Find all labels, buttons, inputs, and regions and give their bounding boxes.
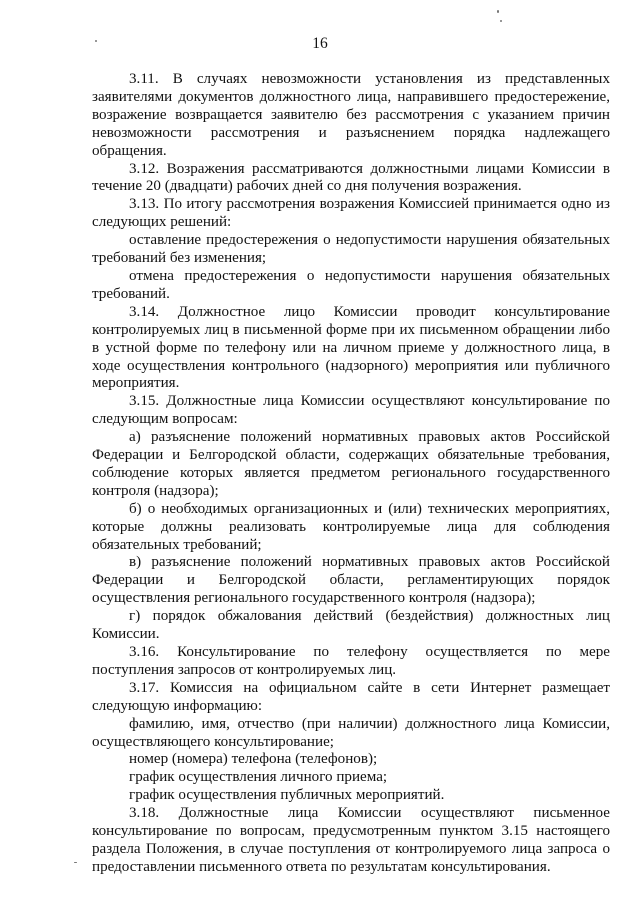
decision-option-cancel: отмена предостережения о недопустимости нарушения обязательных требований. — [92, 267, 610, 302]
info-item-events-schedule: график осуществления публичных мероприятий. — [129, 787, 445, 804]
page-number: 16 — [312, 35, 328, 52]
topic-item-b: б) о необходимых организационных и (или) технических мероприятиях, которые должны реализовать контролируемые лица для соблюдения обязательных требований; — [92, 500, 610, 553]
scan-speck-2 — [500, 20, 502, 22]
info-item-phone: номер (номера) телефона (телефонов); — [129, 751, 378, 768]
paragraph-3-16: 3.16. Консультирование по телефону осуществляется по мере поступления запросов от контролируемых лиц. — [92, 644, 610, 678]
paragraph-3-15: 3.15. Должностные лица Комиссии осуществляют консультирование по следующим вопросам: — [92, 393, 610, 428]
info-item-reception-schedule: график осуществления личного приема; — [129, 769, 388, 786]
scan-speck-4 — [74, 862, 77, 863]
topic-item-g: г) порядок обжалования действий (бездействия) должностных лиц Комиссии. — [92, 608, 610, 643]
topic-item-a: а) разъяснение положений нормативных правовых актов Российской Федерации и Белгородской области, содержащих обязательные требования, соблюдение которых является предметом регионального государственного контроля (надзора); — [92, 429, 610, 499]
decision-option-keep: оставление предостережения о недопустимости нарушения обязательных требований без изменения; — [92, 232, 610, 267]
paragraph-3-11: 3.11. В случаях невозможности установления из представленных заявителями документов должностного лица, направившего предостережение, возражение возвращается заявителю без рассмотрения с указанием причин невозможности рассмотрения и разъяснением порядка надлежащего обращения. — [92, 71, 610, 159]
paragraph-3-18: 3.18. Должностные лица Комиссии осуществляют письменное консультирование по вопросам, предусмотренным пунктом 3.15 настоящего раздела Положения, в случае поступления от контролируемого лица запроса о предоставлении письменного ответа по результатам консультирования. — [92, 805, 610, 875]
paragraph-3-13: 3.13. По итогу рассмотрения возражения Комиссией принимается одно из следующих решений: — [92, 196, 610, 231]
paragraph-3-12: 3.12. Возражения рассматриваются должностными лицами Комиссии в течение 20 (двадцати) рабочих дней со дня получения возражения. — [92, 160, 610, 195]
topic-item-v: в) разъяснение положений нормативных правовых актов Российской Федерации и Белгородской области, регламентирующих порядок осуществления регионального государственного контроля (надзора); — [92, 554, 610, 607]
paragraph-3-14: 3.14. Должностное лицо Комиссии проводит консультирование контролируемых лиц в письменной форме при их письменном обращении либо в устной форме по телефону или на личном приеме у должностного лица, в ходе осуществления контрольного (надзорного) мероприятия или публичного мероприятия. — [92, 303, 610, 392]
scan-speck-1 — [497, 10, 499, 13]
info-item-name: фамилию, имя, отчество (при наличии) должностного лица Комиссии, осуществляющего консультирование; — [92, 715, 610, 750]
document-body — [92, 71, 610, 877]
paragraph-3-17: 3.17. Комиссия на официальном сайте в сети Интернет размещает следующую информацию: — [92, 679, 610, 714]
